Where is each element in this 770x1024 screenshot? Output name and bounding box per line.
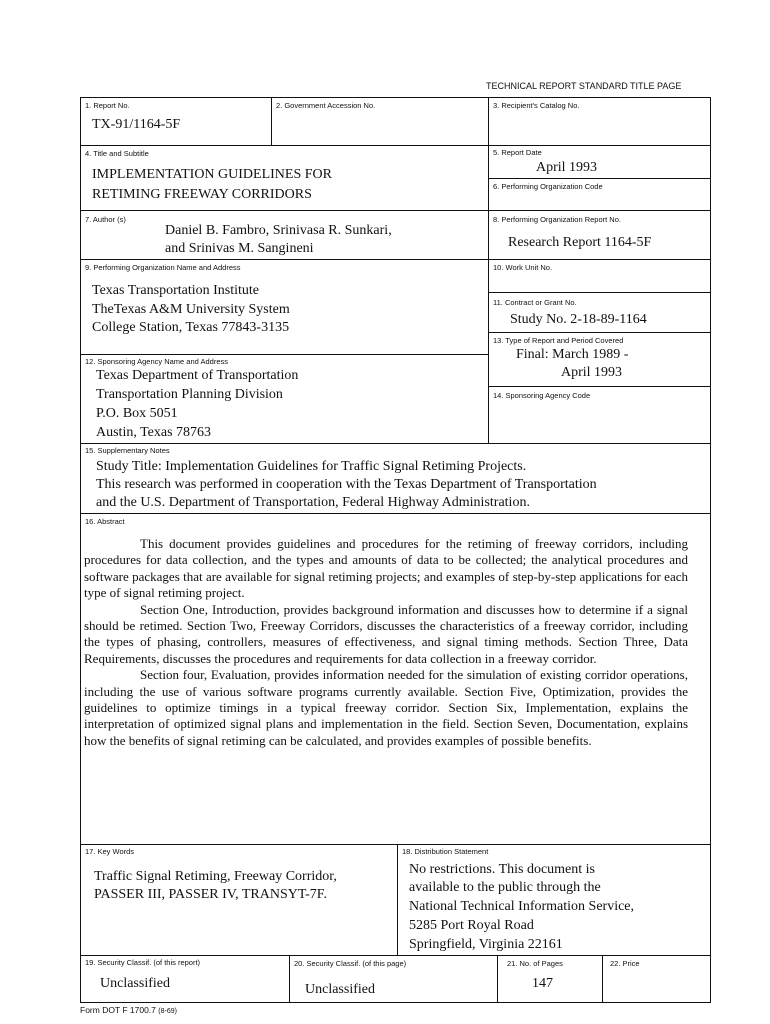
row-divider bbox=[80, 354, 489, 355]
title-line-1: IMPLEMENTATION GUIDELINES FOR bbox=[92, 167, 332, 182]
supplementary-line-3: and the U.S. Department of Transportation, Federal Highway Administration. bbox=[96, 495, 530, 510]
row-divider bbox=[80, 955, 711, 956]
report-no-value: TX-91/1164-5F bbox=[92, 117, 181, 132]
form-number-text: Form DOT F 1700.7 bbox=[80, 1005, 156, 1015]
key-words-label: 17. Key Words bbox=[85, 847, 135, 856]
supplementary-line-1: Study Title: Implementation Guidelines for Traffic Signal Retiming Projects. bbox=[96, 459, 527, 474]
performing-org-line-3: College Station, Texas 77843-3135 bbox=[92, 320, 290, 335]
author-label: 7. Author (s) bbox=[85, 215, 126, 224]
column-divider bbox=[271, 97, 272, 146]
row-divider bbox=[80, 145, 711, 146]
security-report-label: 19. Security Classif. (of this report) bbox=[85, 958, 201, 967]
distribution-line-4: 5285 Port Royal Road bbox=[409, 918, 534, 933]
supplementary-label: 15. Supplementary Notes bbox=[85, 446, 170, 455]
row-divider bbox=[80, 259, 711, 260]
author-line-2: and Srinivas M. Sangineni bbox=[165, 241, 314, 256]
recipient-catalog-label: 3. Recipient's Catalog No. bbox=[493, 101, 580, 110]
report-no-label: 1. Report No. bbox=[85, 101, 130, 110]
sponsoring-line-4: Austin, Texas 78763 bbox=[96, 425, 212, 440]
form-number bbox=[80, 1006, 177, 1016]
abstract-body bbox=[84, 536, 688, 749]
table-border bbox=[710, 97, 711, 1003]
num-pages-value: 147 bbox=[532, 976, 553, 991]
key-words-line-1: Traffic Signal Retiming, Freeway Corridor, bbox=[94, 869, 337, 884]
sponsoring-code-label: 14. Sponsoring Agency Code bbox=[493, 391, 591, 400]
performing-org-name-label: 9. Performing Organization Name and Address bbox=[85, 263, 241, 272]
author-line-1: Daniel B. Fambro, Srinivasa R. Sunkari, bbox=[165, 223, 392, 238]
contract-label: 11. Contract or Grant No. bbox=[493, 298, 577, 307]
title-label: 4. Title and Subtitle bbox=[85, 149, 149, 158]
table-border bbox=[80, 1002, 711, 1003]
column-divider bbox=[488, 97, 489, 444]
row-divider bbox=[488, 332, 710, 333]
column-divider bbox=[497, 955, 498, 1003]
column-divider bbox=[397, 844, 398, 956]
report-date-label: 5. Report Date bbox=[493, 148, 542, 157]
report-type-line-1: Final: March 1989 - bbox=[516, 347, 629, 362]
sponsoring-line-3: P.O. Box 5051 bbox=[96, 406, 178, 421]
report-type-label: 13. Type of Report and Period Covered bbox=[493, 336, 624, 345]
key-words-line-2: PASSER III, PASSER IV, TRANSYT-7F. bbox=[94, 887, 327, 902]
contract-value: Study No. 2-18-89-1164 bbox=[510, 312, 647, 327]
abstract-label: 16. Abstract bbox=[85, 517, 125, 526]
row-divider bbox=[488, 178, 710, 179]
abstract-paragraph: This document provides guidelines and procedures for the retiming of freeway corridors, including procedures for data collection, and the types and amounts of data to be collected; the analytical procedures and software packages that are available for signal retiming projects; and examples of step-by-step applications for each type of signal retiming project. bbox=[84, 536, 688, 601]
performing-org-line-2: TheTexas A&M University System bbox=[92, 302, 290, 317]
sponsoring-agency-label: 12. Sponsoring Agency Name and Address bbox=[85, 357, 229, 366]
row-divider bbox=[488, 386, 710, 387]
security-page-label: 20. Security Classif. (of this page) bbox=[294, 959, 407, 968]
work-unit-label: 10. Work Unit No. bbox=[493, 263, 553, 272]
report-date-value: April 1993 bbox=[536, 160, 598, 175]
price-label: 22. Price bbox=[610, 959, 640, 968]
distribution-line-2: available to the public through the bbox=[409, 880, 601, 895]
num-pages-label: 21. No. of Pages bbox=[507, 959, 563, 968]
distribution-line-3: National Technical Information Service, bbox=[409, 899, 635, 914]
performing-org-line-1: Texas Transportation Institute bbox=[92, 283, 260, 298]
row-divider bbox=[488, 292, 710, 293]
security-report-value: Unclassified bbox=[100, 976, 170, 991]
performing-org-code-label: 6. Performing Organization Code bbox=[493, 182, 603, 191]
security-page-value: Unclassified bbox=[305, 982, 375, 997]
abstract-paragraph: Section One, Introduction, provides background information and discusses how to determine if a signal should be retimed. Section Two, Freeway Corridors, discusses the characteristics of a freeway corridor, including the types of phasing, controllers, measures of effectiveness, and signal timing methods. Section Three, Data Requirements, discusses the procedures and requirements for data collection in a freeway corridor. bbox=[84, 601, 688, 666]
column-divider bbox=[289, 955, 290, 1003]
govt-accession-label: 2. Government Accession No. bbox=[276, 101, 376, 110]
form-date-text: (8-69) bbox=[158, 1008, 177, 1015]
abstract-paragraph: Section four, Evaluation, provides information needed for the simulation of existing corridor operations, including the use of various software programs currently available. Section Five, Optimization, provides the guidelines to optimize timings in a typical freeway corridor. Section Six, Implementation, explains the interpretation of optimized signal plans and implementation in the field. Section Seven, Documentation, explains how the benefits of signal retiming can be calculated, and provides examples of possible benefits. bbox=[84, 667, 688, 748]
report-type-line-2: April 1993 bbox=[561, 365, 623, 380]
distribution-line-5: Springfield, Virginia 22161 bbox=[409, 937, 563, 952]
table-border bbox=[80, 97, 711, 98]
title-line-2: RETIMING FREEWAY CORRIDORS bbox=[92, 187, 312, 202]
form-title: TECHNICAL REPORT STANDARD TITLE PAGE bbox=[486, 81, 682, 91]
row-divider bbox=[80, 443, 711, 444]
performing-org-report-label: 8. Performing Organization Report No. bbox=[493, 215, 621, 224]
row-divider bbox=[80, 210, 711, 211]
supplementary-line-2: This research was performed in cooperation with the Texas Department of Transportation bbox=[96, 477, 597, 492]
sponsoring-line-1: Texas Department of Transportation bbox=[96, 368, 299, 383]
row-divider bbox=[80, 513, 711, 514]
performing-org-report-value: Research Report 1164-5F bbox=[508, 235, 652, 250]
distribution-label: 18. Distribution Statement bbox=[402, 847, 489, 856]
sponsoring-line-2: Transportation Planning Division bbox=[96, 387, 283, 402]
table-border bbox=[80, 97, 81, 1003]
distribution-line-1: No restrictions. This document is bbox=[409, 862, 595, 877]
row-divider bbox=[80, 844, 711, 845]
column-divider bbox=[602, 955, 603, 1003]
